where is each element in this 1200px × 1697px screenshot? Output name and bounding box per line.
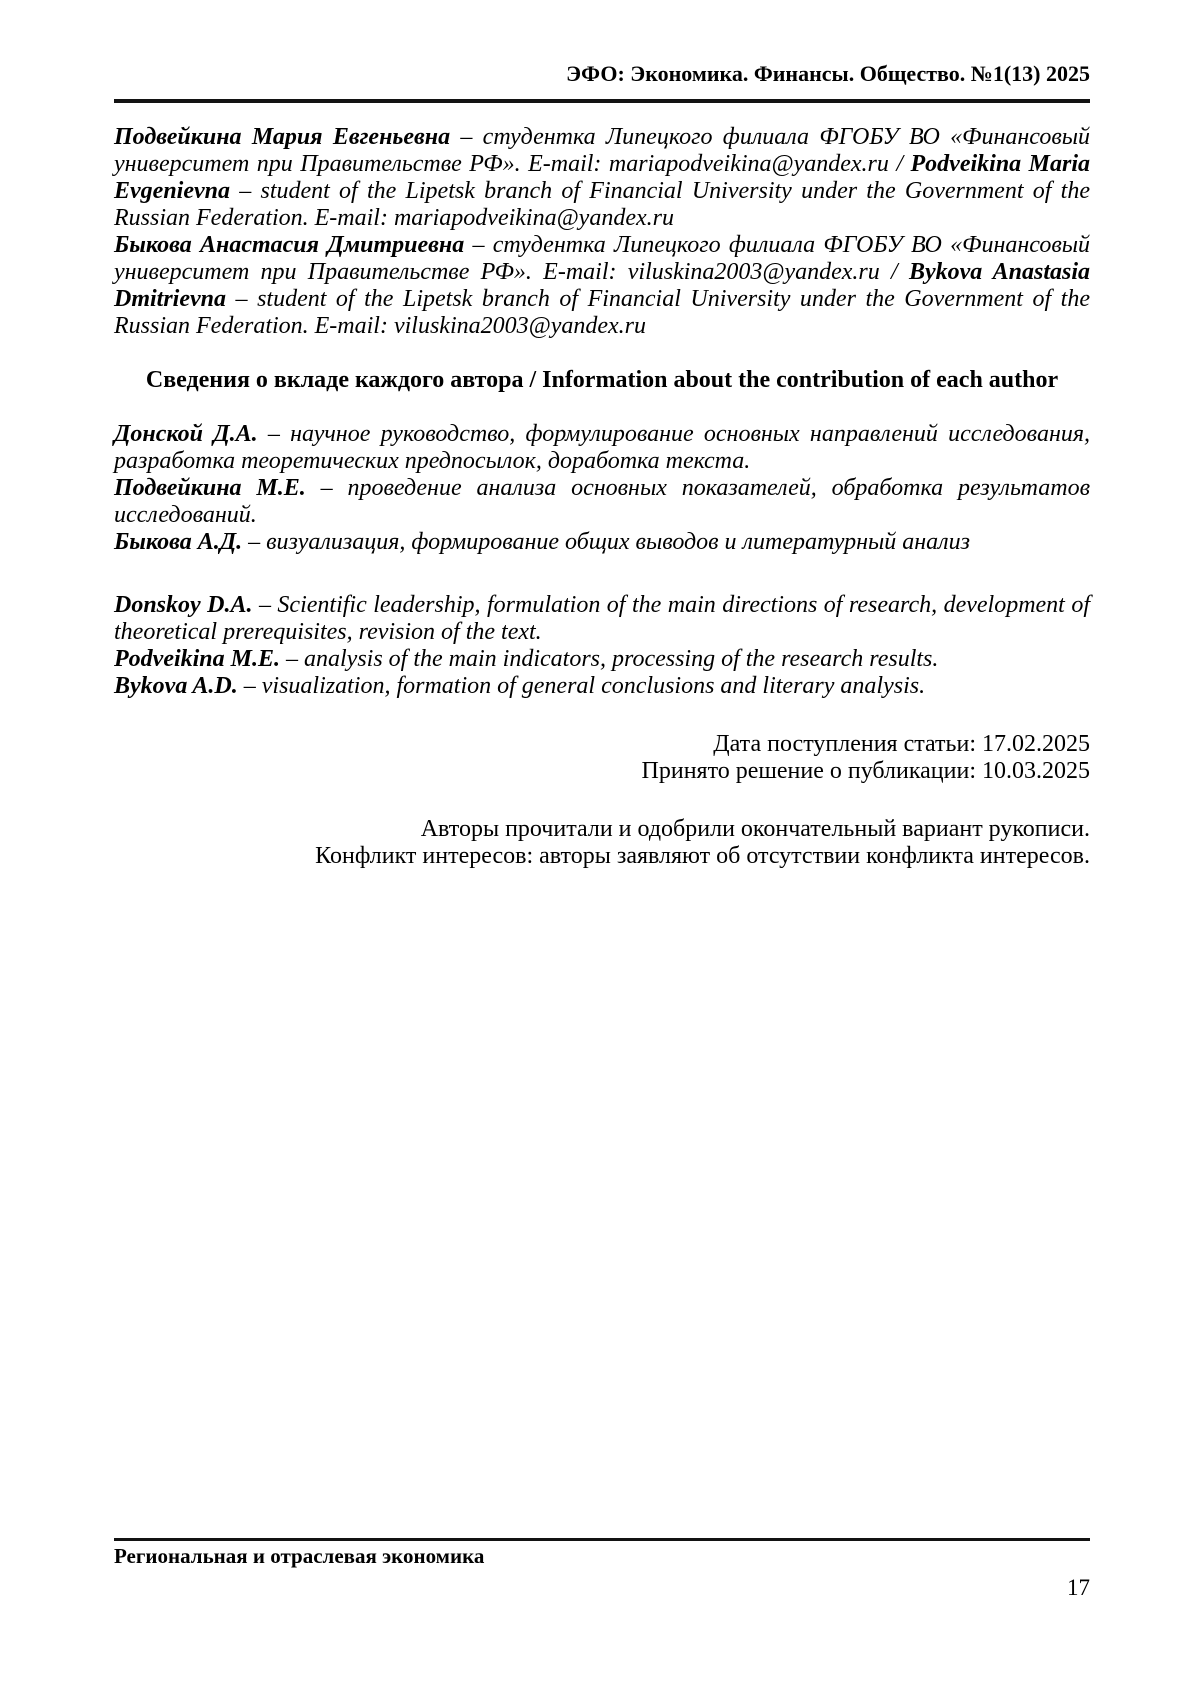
conflict-of-interest-line: Конфликт интересов: авторы заявляют об отсутствии конфликта интересов. bbox=[315, 843, 1090, 869]
contributor-name: Bykova A.D. bbox=[114, 673, 238, 699]
author-desc-en: – student of the Lipetsk branch of Financial University under the Government of the Russian Federation. E-mail: mariapodveikina@yandex.ru bbox=[114, 178, 1090, 231]
author-name-ru: Подвейкина Мария Евгеньевна bbox=[114, 124, 451, 150]
contribution-item-ru bbox=[114, 421, 1090, 475]
journal-title: ЭФО: Экономика. Финансы. Общество. №1(13) 2025 bbox=[566, 61, 1090, 86]
page-body bbox=[114, 103, 1090, 870]
contributor-name: Донской Д.А. bbox=[114, 421, 258, 447]
dates-block bbox=[114, 731, 1090, 785]
contribution-text: – visualization, formation of general conclusions and literary analysis. bbox=[237, 673, 926, 699]
author-name-en: Bykova Anastasia Dmitrievna bbox=[114, 259, 1090, 312]
contribution-item-en bbox=[114, 646, 1090, 673]
date-received-line: Дата поступления статьи: 17.02.2025 bbox=[713, 731, 1090, 757]
author-paragraph bbox=[114, 124, 1090, 232]
contributor-name: Podveikina M.E. bbox=[114, 646, 280, 672]
page-footer bbox=[114, 1538, 1090, 1601]
contributor-name: Быкова А.Д. bbox=[114, 529, 243, 555]
author-desc-ru: – студентка Липецкого филиала ФГОБУ ВО «Финансовый университет при Правительстве РФ». E-mail: mariapodveikina@yandex.ru / bbox=[114, 124, 1090, 177]
contribution-heading: Сведения о вкладе каждого автора / Information about the contribution of each author bbox=[145, 367, 1059, 393]
statements-block bbox=[114, 816, 1090, 870]
contributions-ru-block bbox=[114, 421, 1090, 556]
date-accepted-line: Принято решение о публикации: 10.03.2025 bbox=[641, 758, 1090, 784]
contributor-name: Подвейкина М.Е. bbox=[114, 475, 306, 501]
page-header bbox=[114, 0, 1090, 103]
contribution-text: – Scientific leadership, formulation of the main directions of research, development of theoretical prerequisites, revision of the text. bbox=[114, 592, 1090, 645]
author-name-ru: Быкова Анастасия Дмитриевна bbox=[114, 232, 465, 258]
footer-rule bbox=[114, 1538, 1090, 1541]
author-name-en: Podveikina Maria Evgenievna bbox=[114, 151, 1090, 204]
contribution-item-ru bbox=[114, 475, 1090, 529]
contribution-item-ru bbox=[114, 529, 1090, 556]
author-paragraph bbox=[114, 232, 1090, 340]
contributor-name: Donskoy D.A. bbox=[114, 592, 253, 618]
contributions-en-block bbox=[114, 592, 1090, 700]
author-desc-ru: – студентка Липецкого филиала ФГОБУ ВО «Финансовый университет при Правительстве РФ». E-mail: viluskina2003@yandex.ru / bbox=[114, 232, 1090, 285]
footer-section-title: Региональная и отраслевая экономика bbox=[114, 1544, 485, 1568]
contribution-text: – научное руководство, формулирование основных направлений исследования, разработка теоретических предпосылок, доработка текста. bbox=[114, 421, 1090, 474]
contribution-text: – проведение анализа основных показателей, обработка результатов исследований. bbox=[114, 475, 1090, 528]
author-desc-en: – student of the Lipetsk branch of Financial University under the Government of the Russian Federation. E-mail: viluskina2003@yandex.ru bbox=[114, 286, 1090, 339]
contribution-text: – визуализация, формирование общих выводов и литературный анализ bbox=[242, 529, 970, 555]
contribution-text: – analysis of the main indicators, processing of the research results. bbox=[280, 646, 939, 672]
page-number: 17 bbox=[1067, 1575, 1090, 1600]
contribution-item-en bbox=[114, 592, 1090, 646]
authors-approval-line: Авторы прочитали и одобрили окончательный вариант рукописи. bbox=[420, 816, 1090, 842]
contribution-item-en bbox=[114, 673, 1090, 700]
